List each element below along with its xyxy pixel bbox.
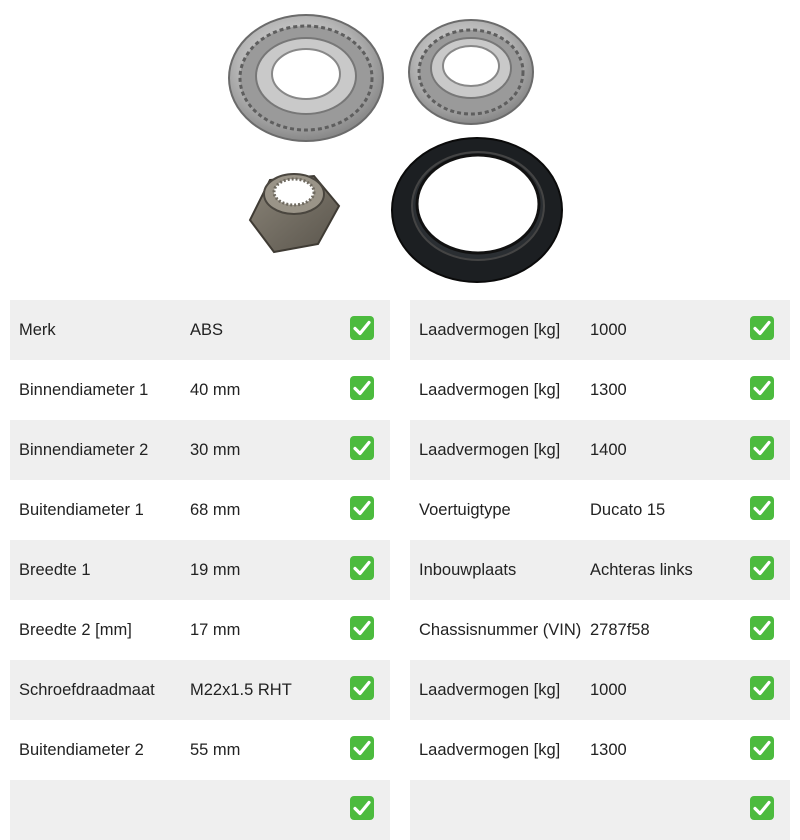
spec-label: Laadvermogen [kg] — [419, 321, 561, 339]
spec-label: Binnendiameter 2 — [19, 441, 149, 459]
check-icon — [350, 436, 374, 460]
check-icon — [750, 676, 774, 700]
check-icon — [350, 496, 374, 520]
check-icon — [350, 676, 374, 700]
spec-row — [410, 540, 790, 600]
spec-value: Ducato 15 — [590, 501, 666, 519]
spec-row — [10, 360, 390, 420]
small-bearing-icon — [409, 20, 533, 124]
spec-row — [10, 540, 390, 600]
spec-value: 2787f58 — [590, 621, 650, 639]
spec-value: 1000 — [590, 321, 627, 339]
check-icon — [750, 436, 774, 460]
spec-label: Inbouwplaats — [419, 561, 517, 579]
spec-table-left — [10, 300, 390, 840]
spec-row — [410, 720, 790, 780]
spec-label: Laadvermogen [kg] — [419, 381, 561, 399]
check-icon — [350, 376, 374, 400]
spec-label: Merk — [19, 321, 56, 339]
check-icon — [750, 316, 774, 340]
spec-value: 1400 — [590, 441, 627, 459]
spec-value: 1300 — [590, 741, 627, 759]
check-icon — [750, 616, 774, 640]
spec-label: Laadvermogen [kg] — [419, 441, 561, 459]
spec-row — [10, 660, 390, 720]
spec-table-right — [410, 300, 790, 840]
spec-value: M22x1.5 RHT — [190, 681, 292, 699]
spec-row — [410, 360, 790, 420]
spec-row — [410, 420, 790, 480]
spec-value: 40 mm — [190, 381, 241, 399]
spec-row — [410, 300, 790, 360]
wheel-bearing-kit-illustration — [210, 0, 590, 292]
spec-value: 19 mm — [190, 561, 241, 579]
spec-row — [10, 780, 390, 840]
spec-label: Chassisnummer (VIN) — [419, 621, 582, 639]
check-icon — [350, 736, 374, 760]
spec-label: Breedte 2 [mm] — [19, 621, 132, 639]
spec-row — [10, 480, 390, 540]
spec-label: Laadvermogen [kg] — [419, 741, 561, 759]
check-icon — [350, 556, 374, 580]
spec-row — [10, 720, 390, 780]
spec-label: Buitendiameter 1 — [19, 501, 144, 519]
spec-row — [10, 300, 390, 360]
check-icon — [750, 376, 774, 400]
check-icon — [750, 496, 774, 520]
spec-label: Binnendiameter 1 — [19, 381, 149, 399]
spec-row — [410, 780, 790, 840]
check-icon — [350, 316, 374, 340]
check-icon — [750, 736, 774, 760]
spec-label: Buitendiameter 2 — [19, 741, 144, 759]
spec-row — [410, 600, 790, 660]
spec-row — [10, 420, 390, 480]
spec-value: 1000 — [590, 681, 627, 699]
spec-label: Laadvermogen [kg] — [419, 681, 561, 699]
spec-value: 17 mm — [190, 621, 241, 639]
spec-row — [410, 660, 790, 720]
large-bearing-icon — [229, 15, 383, 141]
check-icon — [350, 616, 374, 640]
spec-value: 55 mm — [190, 741, 241, 759]
spec-value: 30 mm — [190, 441, 241, 459]
spec-label: Breedte 1 — [19, 561, 91, 579]
spec-value: 68 mm — [190, 501, 241, 519]
check-icon — [750, 556, 774, 580]
spec-label: Schroefdraadmaat — [19, 681, 155, 699]
spec-value: Achteras links — [590, 561, 693, 579]
spec-label: Voertuigtype — [419, 501, 511, 519]
spec-value: 1300 — [590, 381, 627, 399]
product-photo — [210, 0, 590, 292]
spec-row — [410, 480, 790, 540]
hex-nut-icon — [250, 174, 339, 252]
oil-seal-icon — [392, 138, 562, 282]
spec-value: ABS — [190, 321, 224, 339]
spec-row — [10, 600, 390, 660]
